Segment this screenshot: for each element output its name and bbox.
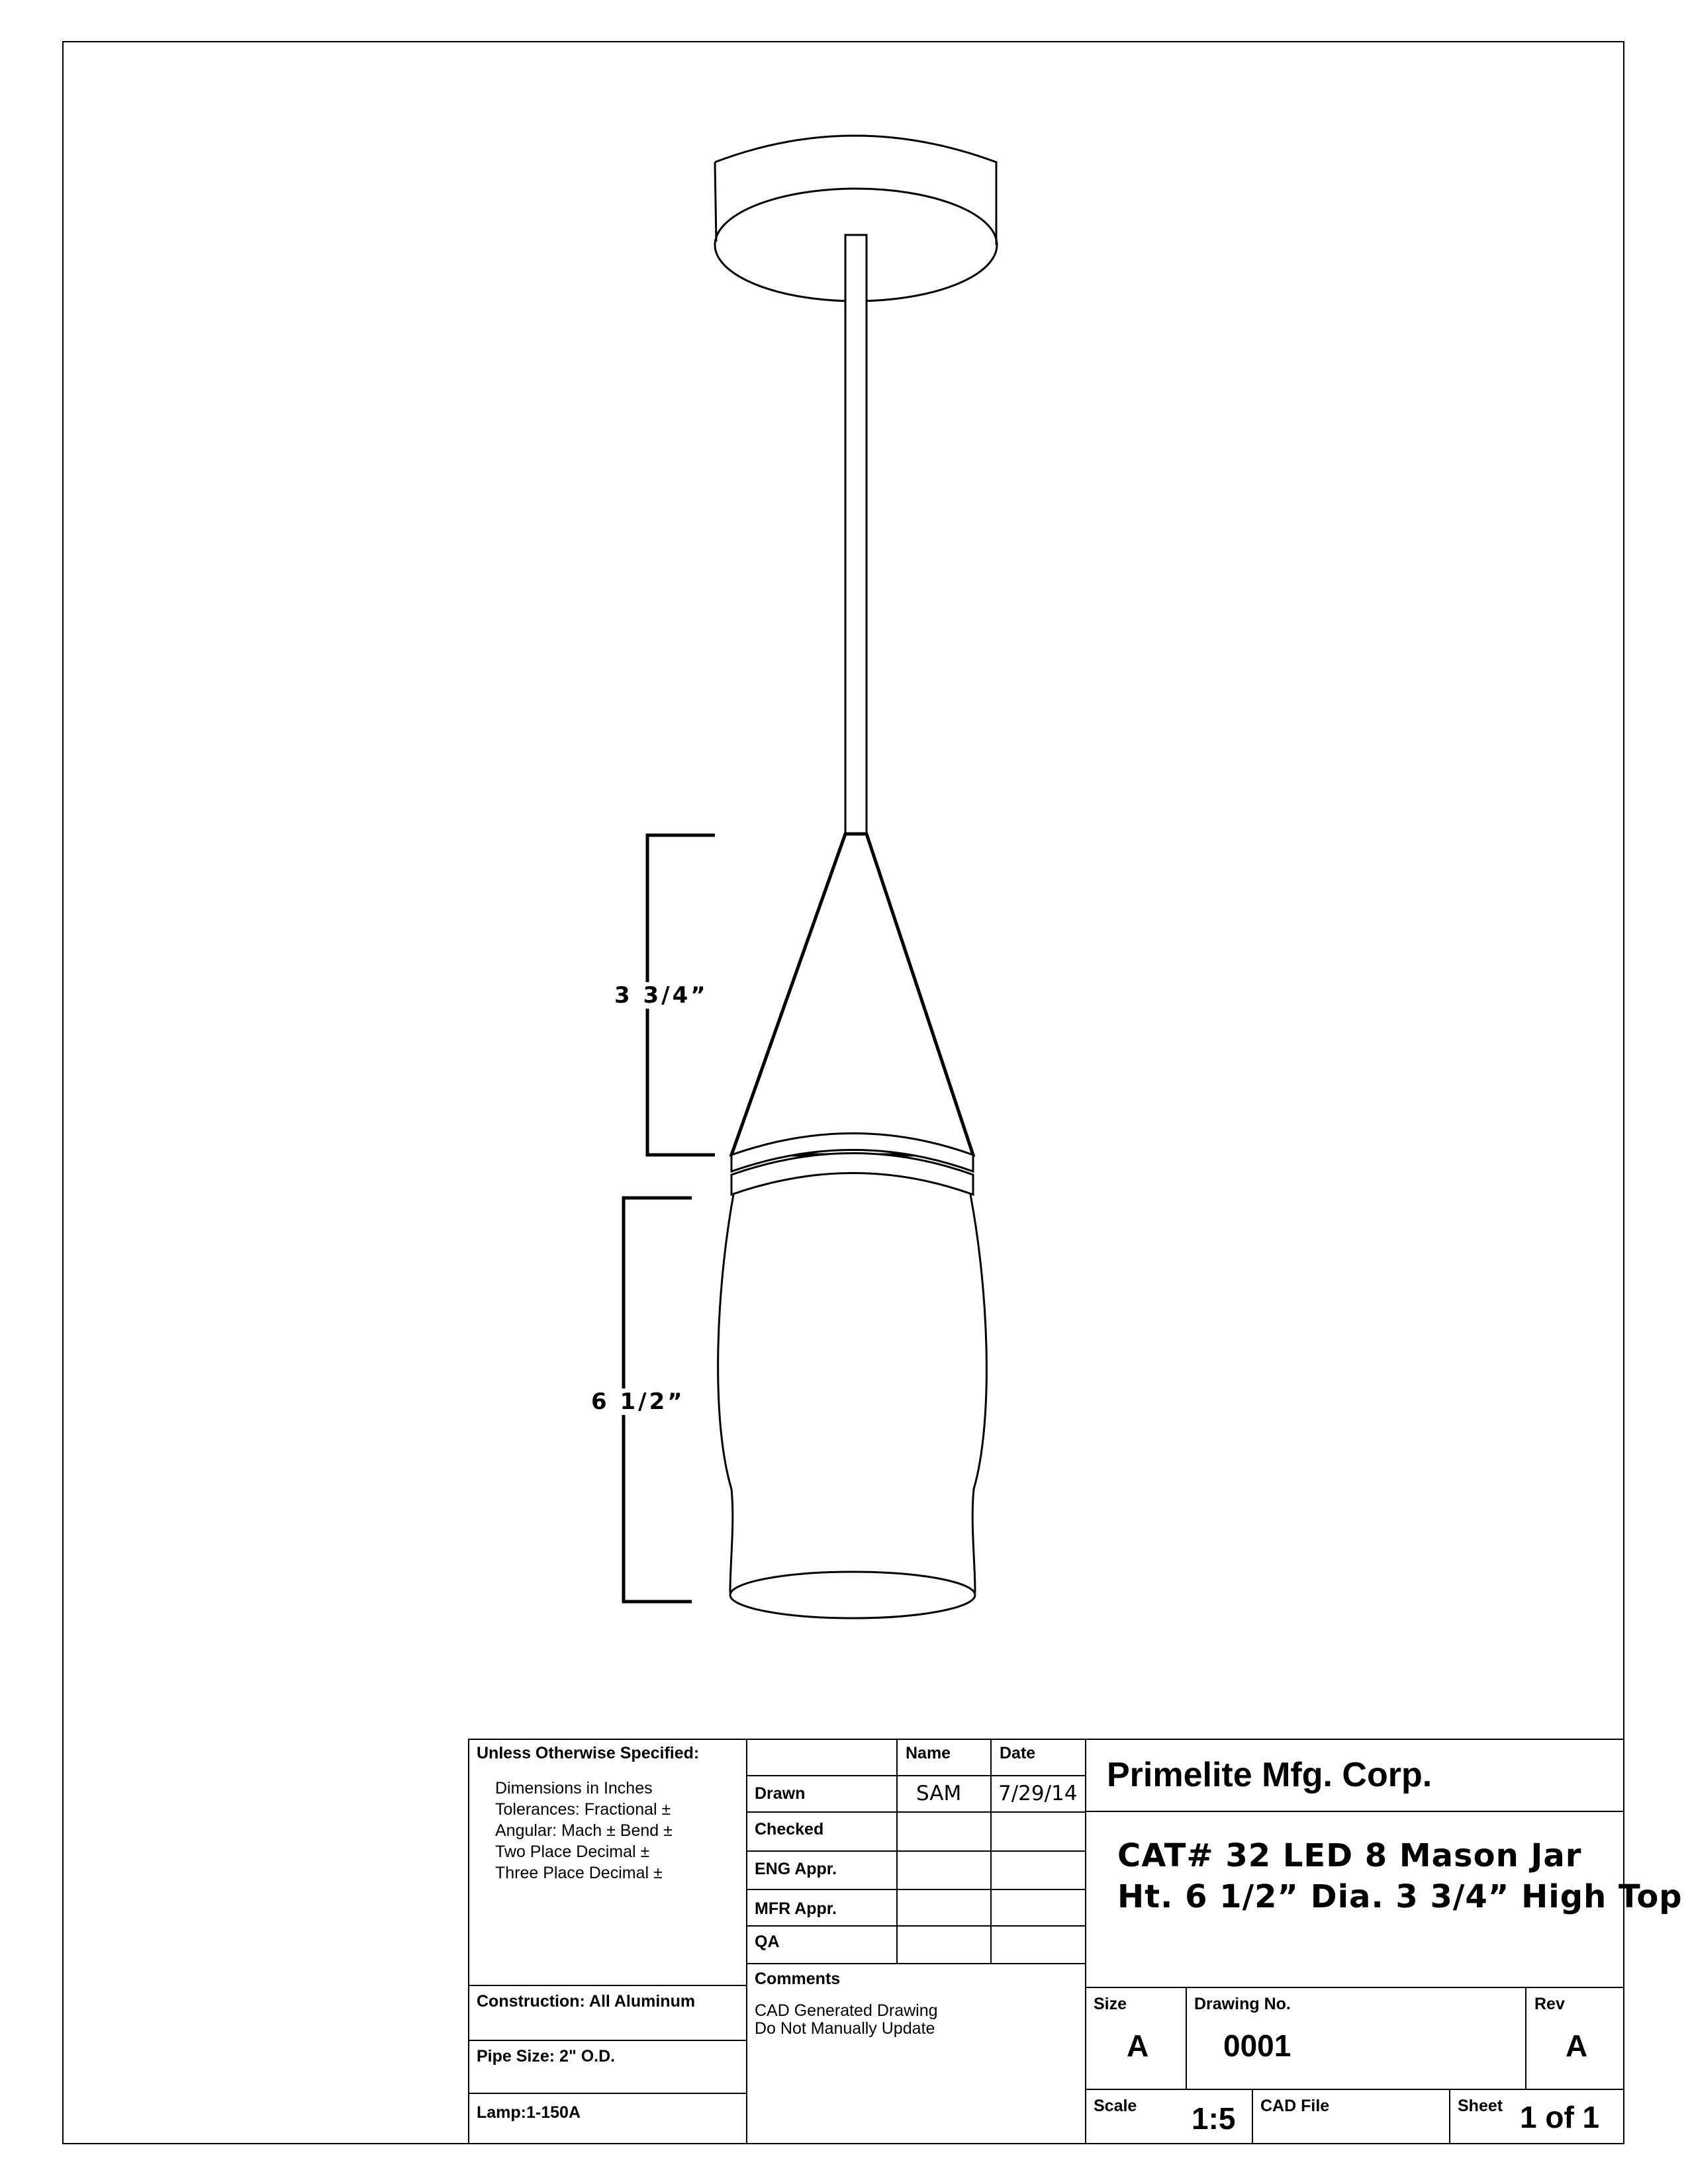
sheet-label: Sheet [1458,2097,1503,2115]
size-label: Size [1094,1995,1127,2013]
sheet-value: 1 of 1 [1520,2100,1600,2134]
row-label-qa: QA [755,1933,780,1951]
tolerance-line: Tolerances: Fractional ± [495,1800,671,1819]
header-date: Date [1000,1744,1036,1762]
row-label-eng-appr: ENG Appr. [755,1860,837,1878]
drawn-by: SAM [916,1782,962,1805]
comments-label: Comments [755,1970,841,1988]
scale-label: Scale [1094,2097,1137,2115]
tolerances-heading: Unless Otherwise Specified: [477,1744,700,1762]
stem [845,235,867,834]
lamp-note: Lamp:1-150A [477,2103,581,2122]
comments-line: Do Not Manually Update [755,2019,935,2038]
drawing-title-line2: Ht. 6 1/2” Dia. 3 3/4” High Top [1117,1878,1683,1915]
drawing-no-value: 0001 [1223,2028,1291,2063]
header-name: Name [906,1744,951,1762]
drawing-title-line1: CAT# 32 LED 8 Mason Jar [1117,1837,1582,1874]
tolerance-line: Dimensions in Inches [495,1779,653,1797]
row-label-drawn: Drawn [755,1784,806,1803]
tolerance-line: Angular: Mach ± Bend ± [495,1821,673,1840]
rev-label: Rev [1534,1995,1565,2013]
dimension-label-jar: 6 1/2” [591,1388,685,1415]
size-value: A [1127,2028,1149,2063]
dimension-label-shade: 3 3/4” [614,982,708,1009]
row-label-checked: Checked [755,1820,824,1839]
tolerance-line: Two Place Decimal ± [495,1843,650,1861]
comments-line: CAD Generated Drawing [755,2001,938,2020]
drawing-no-label: Drawing No. [1194,1995,1291,2013]
drawn-date: 7/29/14 [998,1782,1078,1805]
cad-file-label: CAD File [1260,2097,1330,2115]
cone-shade [731,834,973,1155]
jar-body [718,1195,987,1618]
construction-note: Construction: All Aluminum [477,1992,696,2011]
row-label-mfr-appr: MFR Appr. [755,1899,837,1918]
tolerance-line: Three Place Decimal ± [495,1864,663,1882]
rev-value: A [1566,2028,1588,2063]
company-name: Primelite Mfg. Corp. [1107,1756,1432,1794]
pipe-size-note: Pipe Size: 2" O.D. [477,2047,616,2066]
scale-value: 1:5 [1192,2101,1236,2136]
